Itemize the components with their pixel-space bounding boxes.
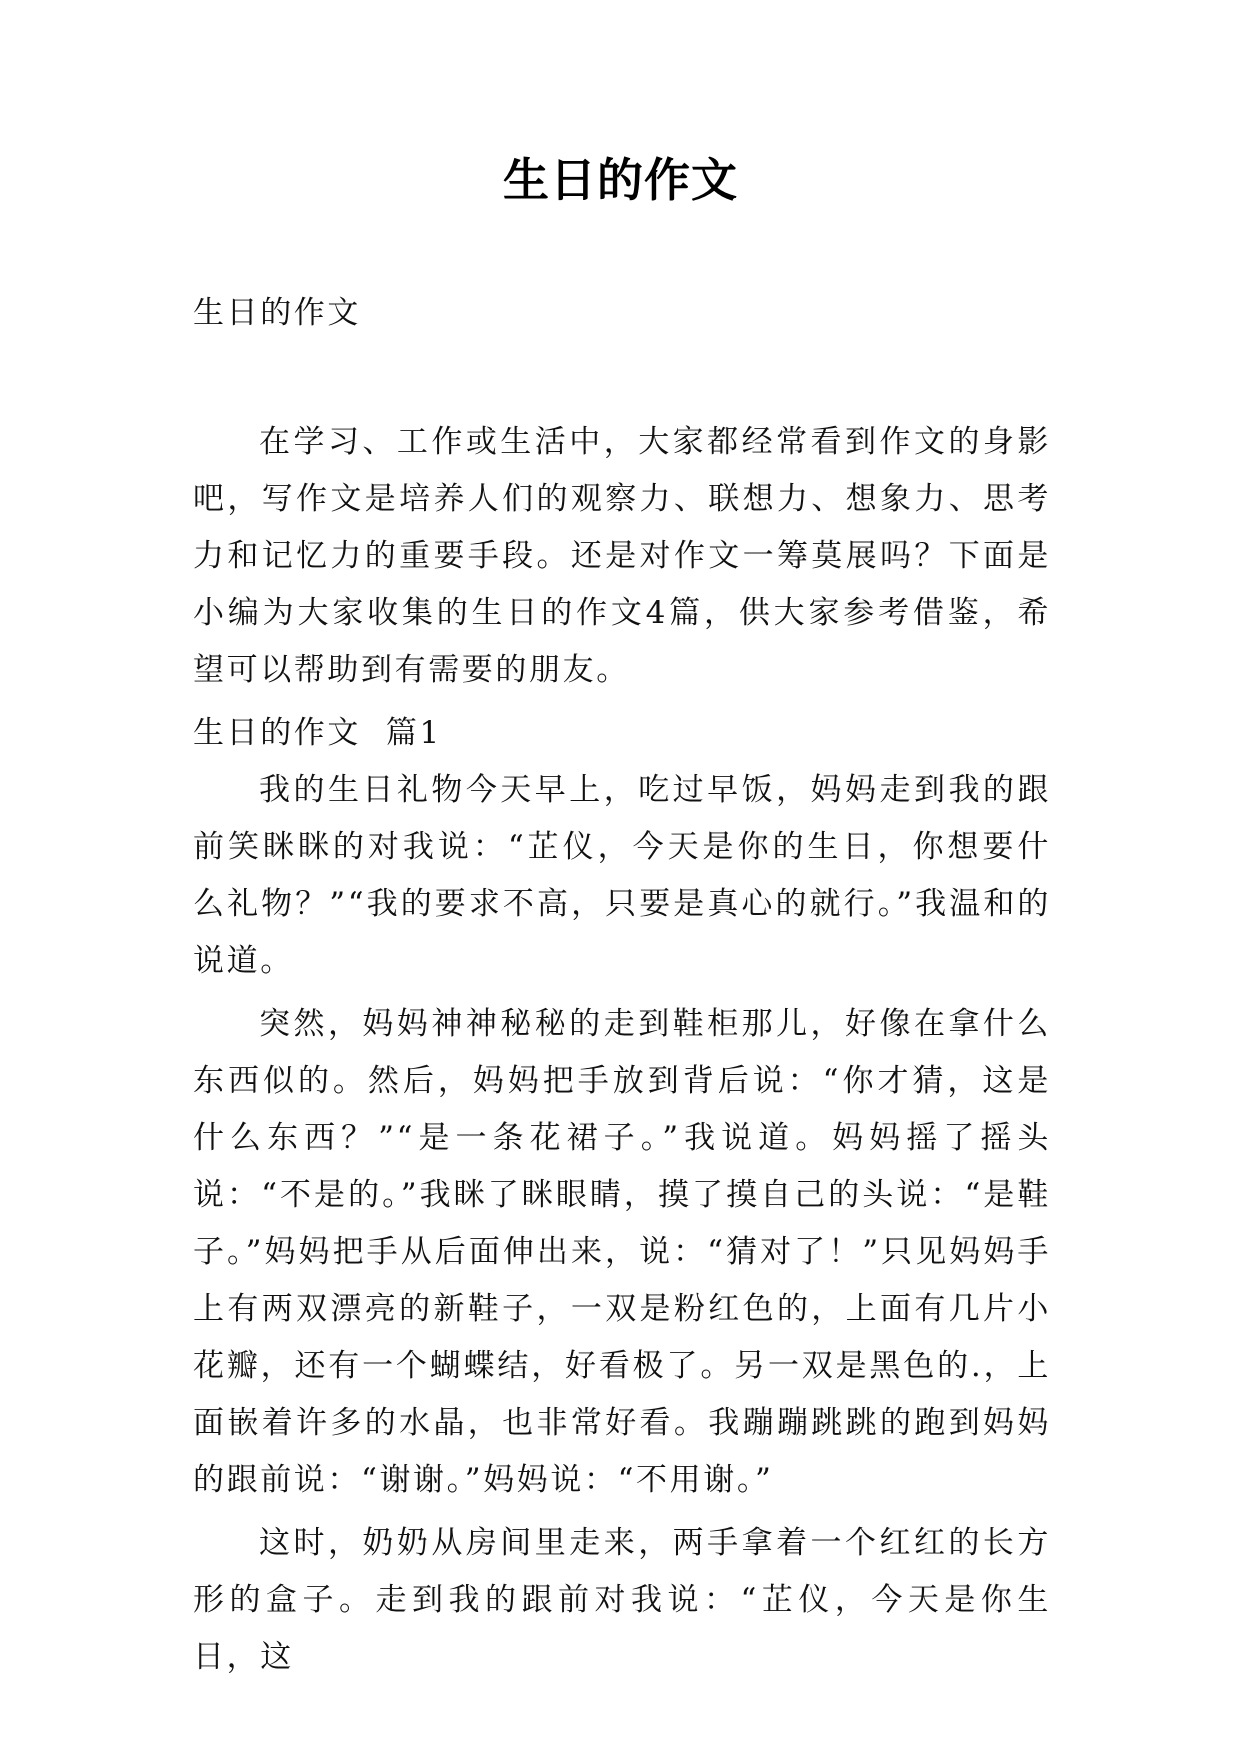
intro-paragraph: 在学习、工作或生活中，大家都经常看到作文的身影吧，写作文是培养人们的观察力、联想力、想象力、思考力和记忆力的重要手段。还是对作文一筹莫展吗？下面是小编为大家收集的生日的作文4篇，供大家参考借鉴，希望可以帮助到有需要的朋友。	[193, 424, 1051, 688]
section-heading: 生日的作文 篇1	[193, 715, 442, 751]
document-title: 生日的作文	[503, 153, 738, 207]
body-paragraph-1: 我的生日礼物今天早上，吃过早饭，妈妈走到我的跟前笑眯眯的对我说：“芷仪，今天是你的生日，你想要什么礼物？”“我的要求不高，只要是真心的就行。”我温和的说道。	[193, 772, 1051, 979]
document-subtitle: 生日的作文	[193, 295, 361, 331]
body-paragraph-3: 这时，奶奶从房间里走来，两手拿着一个红红的长方形的盒子。走到我的跟前对我说：“芷仪，今天是你生日，这	[193, 1525, 1051, 1675]
document-body	[193, 285, 1051, 1686]
body-paragraph-2: 突然，妈妈神神秘秘的走到鞋柜那儿，好像在拿什么东西似的。然后，妈妈把手放到背后说：“你才猜，这是什么东西？”“是一条花裙子。”我说道。妈妈摇了摇头说：“不是的。”我眯了眯眼睛，摸了摸自己的头说：“是鞋子。”妈妈把手从后面伸出来，说：“猜对了！”只见妈妈手上有两双漂亮的新鞋子，一双是粉红色的，上面有几片小花瓣，还有一个蝴蝶结，好看极了。另一双是黑色的.，上面嵌着许多的水晶，也非常好看。我蹦蹦跳跳的跑到妈妈的跟前说：“谢谢。”妈妈说：“不用谢。”	[193, 1006, 1051, 1498]
